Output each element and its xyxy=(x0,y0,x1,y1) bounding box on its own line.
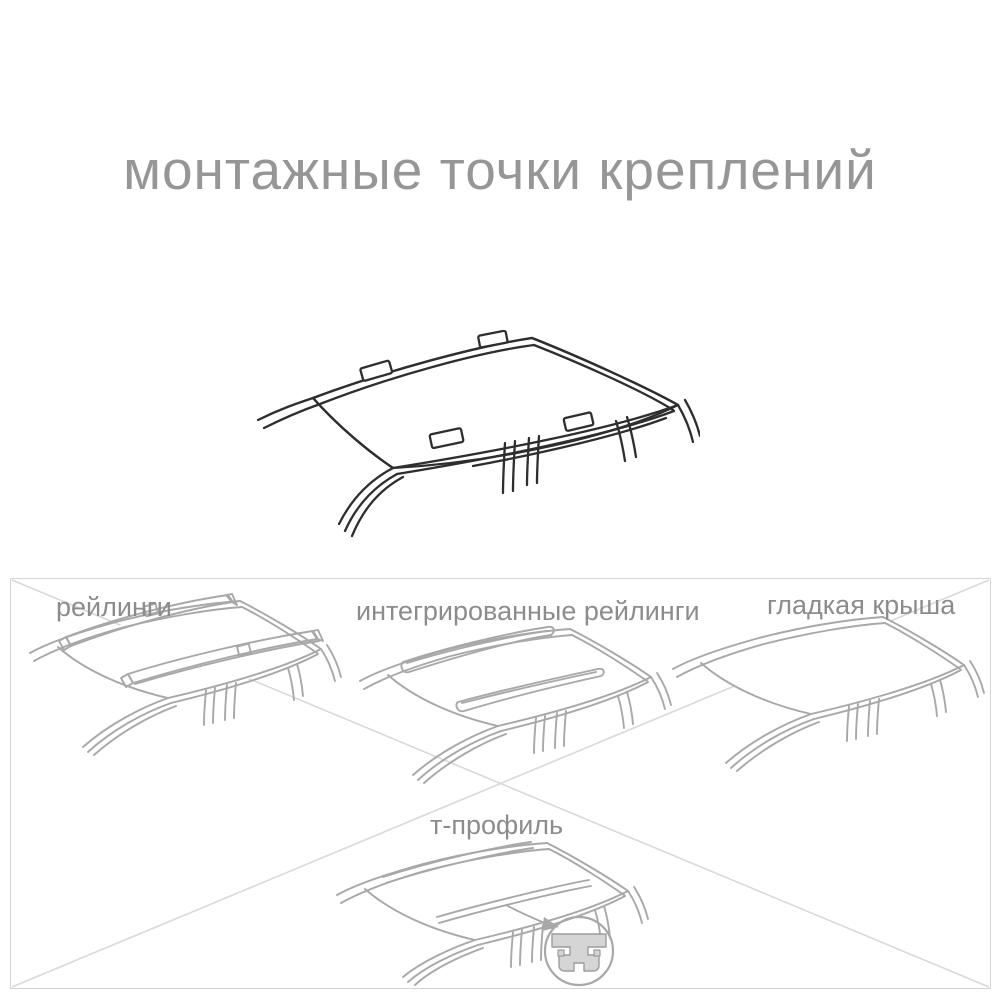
smooth-roof-drawing xyxy=(659,605,994,795)
label-integrated-railings: интегрированные рейлинги xyxy=(356,596,700,626)
label-railings: рейлинги xyxy=(56,592,172,622)
roof-mounting-points-drawing xyxy=(228,330,700,570)
page-title: монтажные точки креплений xyxy=(123,139,877,201)
label-t-profile: т-профиль xyxy=(430,810,564,840)
label-smooth-roof: гладкая крыша xyxy=(767,590,956,620)
roof-types-panel xyxy=(10,578,991,989)
integrated-rails-drawing xyxy=(346,617,681,807)
t-slot-cross-section-icon xyxy=(552,934,606,971)
t-profile-drawing xyxy=(323,831,668,991)
